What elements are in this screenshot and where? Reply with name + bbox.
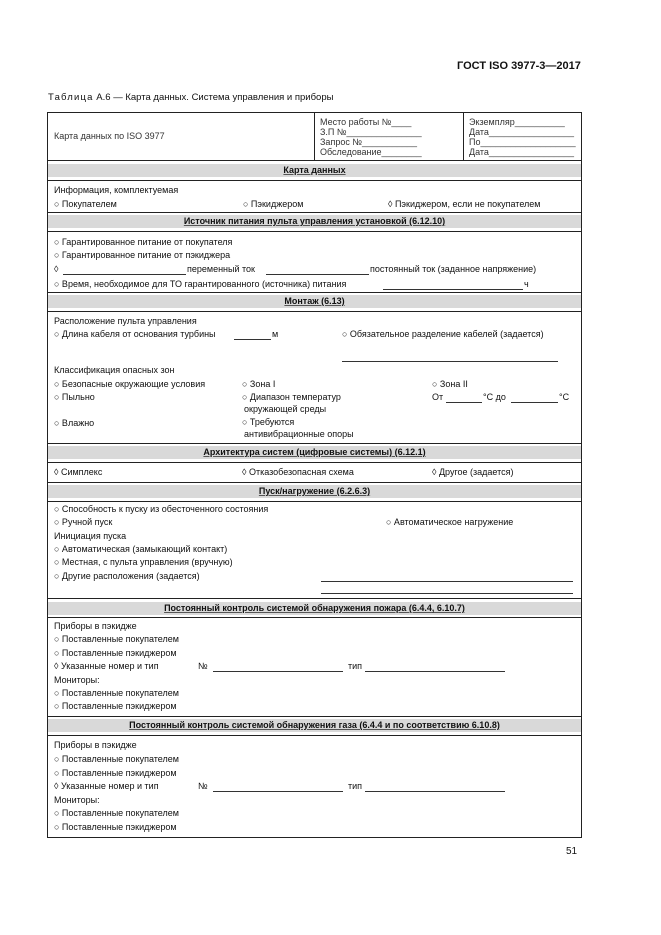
gas-monitors-label: Мониторы: [54,795,100,805]
gas-monitors-packager: ○ Поставленные пэкиджером [54,822,177,832]
gas-devices-packager: ○ Поставленные пэкиджером [54,768,177,778]
header-mid-4: Обследование________ [320,147,422,157]
hazard-zones-label: Классификация опасных зон [54,365,175,375]
vibration-mounts-label-2: антивибрационные опоры [244,429,354,439]
other-locations-field-2[interactable] [321,593,573,594]
dc-voltage-field[interactable] [266,274,369,275]
header-right-4: Дата_________________ [469,147,575,157]
header-right-1: Экземпляр__________ [469,117,565,127]
temp-to-label: °С до [483,392,506,402]
section-title-startup: Пуск/нагружение (6.2.6.3) [258,486,371,496]
fire-number-field[interactable] [213,671,343,672]
row-divider [48,598,581,599]
failsafe-option: ◊ Отказобезопасная схема [242,467,354,477]
panel-location-label: Расположение пульта управления [54,316,197,326]
header-right-2: Дата_________________ [469,127,575,137]
gas-devices-specified: ◊ Указанные номер и тип [54,781,159,791]
cable-length-field[interactable] [234,339,271,340]
safe-conditions-option: ○ Безопасные окружающие условия [54,379,206,389]
temperature-range-label-2: окружающей среды [244,404,327,414]
fire-monitors-label: Мониторы: [54,675,100,685]
row-divider [48,180,581,181]
row-divider [48,311,581,312]
section-title-gas-detection: Постоянный контроль системой обнаружения газа (6.4.4 и по соответствию 6.10.8) [129,720,500,730]
maintenance-time-label: ○ Время, необходимое для ТО гарантированного (источника) питания [54,279,347,289]
header-mid-2: З.П №_______________ [320,127,422,137]
cable-separation-label: ○ Обязательное разделение кабелей (задается) [342,329,544,339]
zone-1-option: ○ Зона I [242,379,276,389]
section-title-fire-detection: Постоянный контроль системой обнаружения пожара (6.4.4, 6.10.7) [164,603,465,613]
info-label: Информация, комплектуемая [54,185,179,195]
section-title-installation: Монтаж (6.13) [284,296,345,306]
vibration-mounts-label: ○ Требуются [242,417,295,427]
gas-type-label: тип [348,781,363,791]
wet-option: ○ Влажно [54,418,95,428]
row-divider [48,617,581,618]
gas-devices-buyer: ○ Поставленные покупателем [54,754,179,764]
header-right-3: По___________________ [469,137,576,147]
simplex-option: ◊ Симплекс [54,467,103,477]
table-title-text: А.6 — Карта данных. Система управления и приборы [96,92,334,103]
other-locations-field[interactable] [321,581,573,582]
fire-monitors-buyer: ○ Поставленные покупателем [54,688,179,698]
row-divider [48,443,581,444]
section-title-power-supply: Источник питания пульта управления установкой (6.12.10) [183,216,446,226]
cable-separation-field[interactable] [342,361,558,362]
document-code: ГОСТ ISO 3977-3—2017 [457,60,581,72]
header-divider [314,113,315,160]
local-start-option: ○ Местная, с пульта управления (вручную) [54,557,233,567]
meters-unit: м [272,329,279,339]
fire-devices-label: Приборы в пэкидже [54,621,137,631]
gas-number-field[interactable] [213,791,343,792]
temp-from-field[interactable] [446,402,482,403]
fire-devices-specified: ◊ Указанные номер и тип [54,661,159,671]
temp-from-label: От [432,392,444,402]
header-left: Карта данных по ISO 3977 [54,131,165,141]
dc-label: постоянный ток (заданное напряжение) [370,264,537,274]
cable-length-label: ○ Длина кабеля от основания турбины [54,329,216,339]
gas-monitors-buyer: ○ Поставленные покупателем [54,808,179,818]
row-divider [48,212,581,213]
ups-packager: ○ Гарантированное питание от пэкиджера [54,250,231,260]
black-start-option: ○ Способность к пуску из обесточенного состояния [54,504,269,514]
option-buyer: ○ Покупателем [54,199,117,209]
fire-type-field[interactable] [365,671,505,672]
hours-unit: ч [524,279,529,289]
option-packager: ○ Пэкиджером [243,199,304,209]
temperature-range-label: ○ Диапазон температур [242,392,341,402]
other-locations-option: ○ Другие расположения (задается) [54,571,200,581]
other-architecture-option: ◊ Другое (задается) [432,467,514,477]
start-initiation-label: Инициация пуска [54,531,127,541]
header-divider [463,113,464,160]
row-divider [48,716,581,717]
header-mid-1: Место работы №____ [320,117,412,127]
option-packager-if-not-buyer: ◊ Пэкиджером, если не покупателем [388,199,541,209]
gas-devices-label: Приборы в пэкидже [54,740,137,750]
manual-start-option: ○ Ручной пуск [54,517,113,527]
fire-number-label: № [198,661,208,671]
maintenance-time-field[interactable] [383,289,523,290]
zone-2-option: ○ Зона II [432,379,468,389]
fire-type-label: тип [348,661,363,671]
page-number: 51 [566,846,578,857]
section-title-architecture: Архитектура систем (цифровые системы) (6.12.1) [203,447,426,457]
temp-to-field[interactable] [511,402,558,403]
gas-type-field[interactable] [365,791,505,792]
row-divider [48,482,581,483]
row-divider [48,292,581,293]
fire-devices-buyer: ○ Поставленные покупателем [54,634,179,644]
auto-loading-option: ○ Автоматическое нагружение [386,517,514,527]
voltage-marker: ◊ [54,264,59,274]
fire-monitors-packager: ○ Поставленные пэкиджером [54,701,177,711]
section-title-data-card: Карта данных [283,165,346,175]
fire-devices-packager: ○ Поставленные пэкиджером [54,648,177,658]
ac-voltage-field[interactable] [63,274,186,275]
row-divider [48,735,581,736]
row-divider [48,160,581,161]
row-divider [48,462,581,463]
dusty-option: ○ Пыльно [54,392,95,402]
ac-label: переменный ток [187,264,255,274]
auto-start-option: ○ Автоматическая (замыкающий контакт) [54,544,228,554]
gas-number-label: № [198,781,208,791]
row-divider [48,231,581,232]
ups-buyer: ○ Гарантированное питание от покупателя [54,237,233,247]
table-title [48,92,333,103]
table-label: Таблица [48,92,94,103]
row-divider [48,501,581,502]
celsius-unit: °С [559,392,570,402]
header-mid-3: Запрос №___________ [320,137,418,147]
